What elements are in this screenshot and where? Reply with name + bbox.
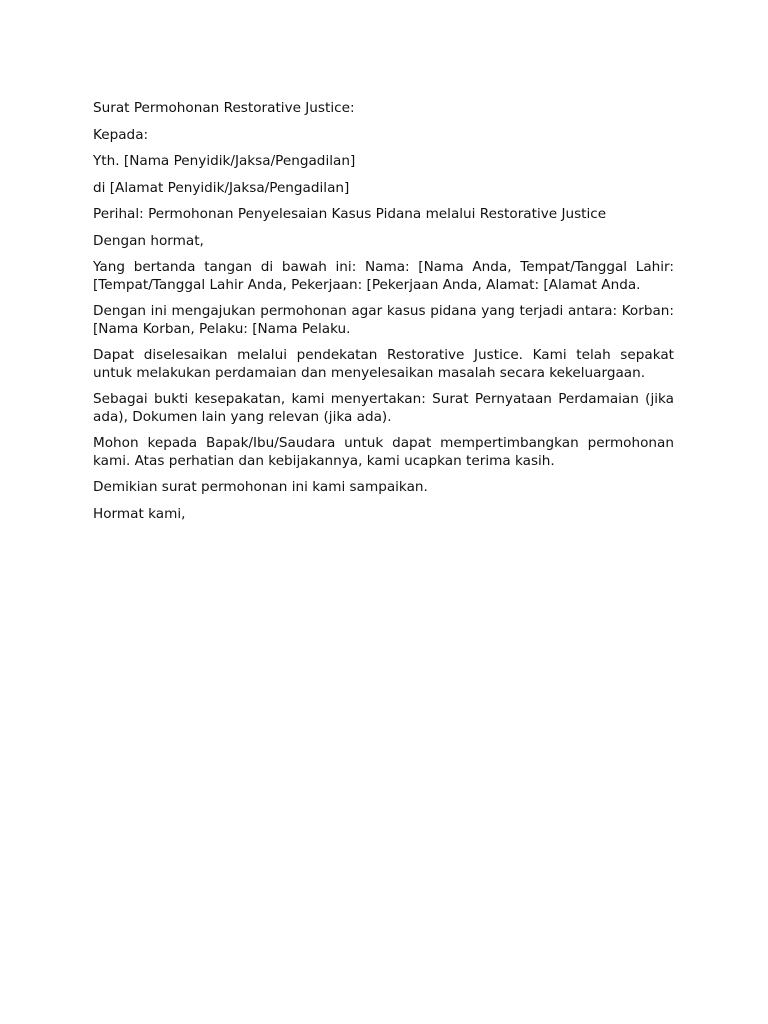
request-paragraph: Dengan ini mengajukan permohonan agar kasus pidana yang terjadi antara: Korban: [Nama Korban, Pelaku: [Nama Pelaku. xyxy=(93,303,674,337)
evidence-paragraph: Sebagai bukti kesepakatan, kami menyertakan: Surat Pernyataan Perdamaian (jika ada), Dokumen lain yang relevan (jika ada). xyxy=(93,391,674,425)
agreement-paragraph: Dapat diselesaikan melalui pendekatan Restorative Justice. Kami telah sepakat untuk melakukan perdamaian dan menyelesaikan masalah secara kekeluargaan. xyxy=(93,347,674,381)
to-label: Kepada: xyxy=(93,126,149,143)
recipient-address: di [Alamat Penyidik/Jaksa/Pengadilan] xyxy=(93,179,350,196)
plea-paragraph: Mohon kepada Bapak/Ibu/Saudara untuk dapat mempertimbangkan permohonan kami. Atas perhatian dan kebijakannya, kami ucapkan terima kasih. xyxy=(93,435,674,469)
letter-body xyxy=(93,100,674,532)
recipient: Yth. [Nama Penyidik/Jaksa/Pengadilan] xyxy=(93,153,356,169)
identity-paragraph: Yang bertanda tangan di bawah ini: Nama: [Nama Anda, Tempat/Tanggal Lahir: [Tempat/Tanggal Lahir Anda, Pekerjaan: [Pekerjaan Anda, Alamat: [Alamat Anda. xyxy=(93,259,674,293)
letter-title: Surat Permohonan Restorative Justice: xyxy=(93,100,355,116)
subject-line: Perihal: Permohonan Penyelesaian Kasus Pidana melalui Restorative Justice xyxy=(93,206,607,222)
closing-statement: Demikian surat permohonan ini kami sampaikan. xyxy=(93,479,428,495)
sign-off: Hormat kami, xyxy=(93,505,186,522)
greeting: Dengan hormat, xyxy=(93,232,204,249)
